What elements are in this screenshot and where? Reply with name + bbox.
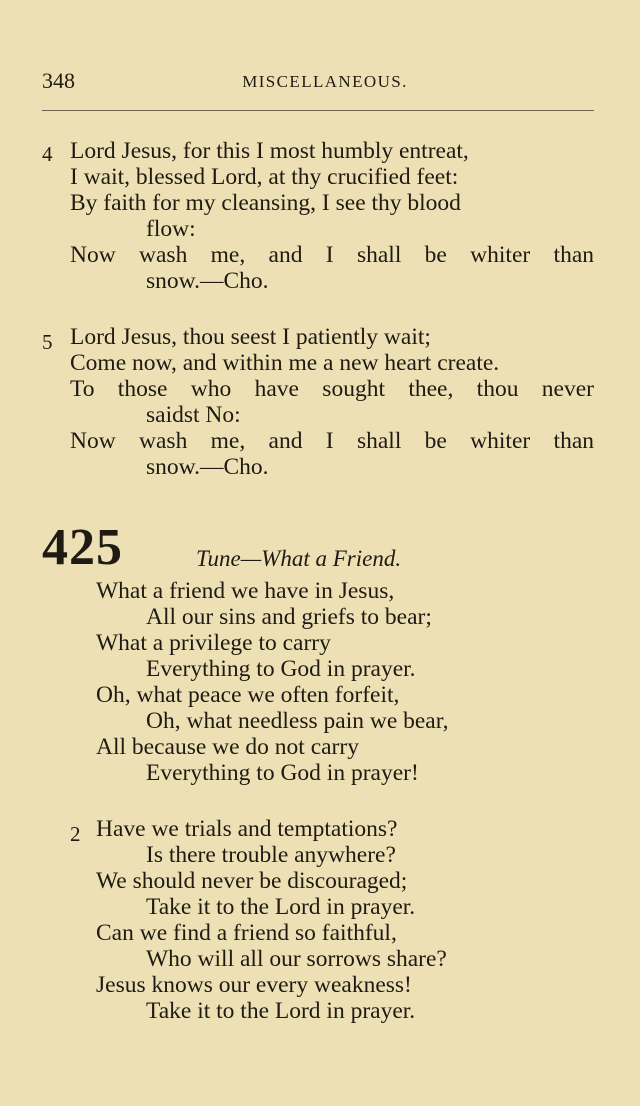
verse-line: By faith for my cleansing, I see thy blood xyxy=(70,190,461,216)
verse-line: Can we find a friend so faithful, xyxy=(96,920,397,946)
verse-line: I wait, blessed Lord, at thy crucified feet: xyxy=(70,164,459,190)
verse-line: Come now, and within me a new heart create. xyxy=(70,350,500,376)
verse-line: Oh, what needless pain we bear, xyxy=(146,708,449,734)
verse-line: Who will all our sorrows share? xyxy=(146,946,447,972)
verse-line: Take it to the Lord in prayer. xyxy=(146,894,416,920)
verse-line: Now wash me, and I shall be whiter than xyxy=(70,242,594,268)
verse-line: saidst No: xyxy=(146,402,241,428)
verse-line: We should never be discouraged; xyxy=(96,868,408,894)
verse-line: Oh, what peace we often forfeit, xyxy=(96,682,400,708)
verse-number: 2 xyxy=(70,822,81,846)
verse-line: Jesus knows our every weakness! xyxy=(96,972,412,998)
verse-line: Is there trouble anywhere? xyxy=(146,842,396,868)
verse-line: Lord Jesus, thou seest I patiently wait; xyxy=(70,324,431,350)
verse-line: What a privilege to carry xyxy=(96,630,331,656)
verse-line: Everything to God in prayer! xyxy=(146,760,419,786)
verse-line: Have we trials and temptations? xyxy=(96,816,398,842)
verse-line: snow.—Cho. xyxy=(146,454,269,480)
page-number: 348 xyxy=(42,68,75,93)
verse-line: flow: xyxy=(146,216,196,242)
verse-line: All our sins and griefs to bear; xyxy=(146,604,432,630)
verse-line: Now wash me, and I shall be whiter than xyxy=(70,428,594,454)
verse-line: snow.—Cho. xyxy=(146,268,269,294)
verse-line: What a friend we have in Jesus, xyxy=(96,578,395,604)
verse-line: To those who have sought thee, thou never xyxy=(70,376,594,402)
verse-line: All because we do not carry xyxy=(96,734,359,760)
verse-number: 4 xyxy=(42,142,53,166)
verse-line: Lord Jesus, for this I most humbly entreat, xyxy=(70,138,469,164)
tune-name: Tune—What a Friend. xyxy=(196,546,402,571)
verse-line: Take it to the Lord in prayer. xyxy=(146,998,416,1024)
header-rule xyxy=(42,110,594,111)
verse-number: 5 xyxy=(42,330,53,354)
verse-line: Everything to God in prayer. xyxy=(146,656,416,682)
running-head: MISCELLANEOUS. xyxy=(242,72,408,91)
hymn-number: 425 xyxy=(42,519,123,576)
